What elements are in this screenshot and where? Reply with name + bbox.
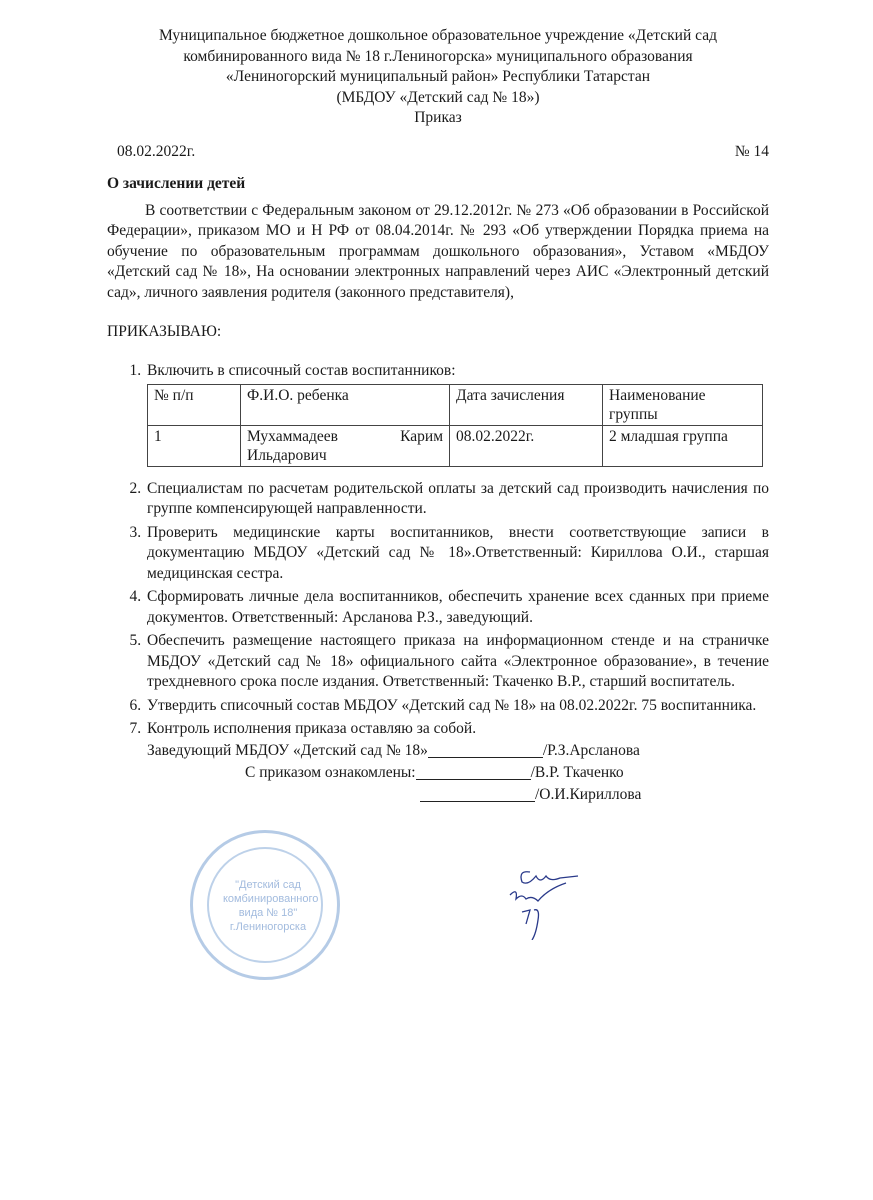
order-item: 3. Проверить медицинские карты воспитанников, внести соответствующие записи в документацию МБДОУ «Детский сад № 18».Ответственный: Кириллова О.И., старшая медицинская сестра. [145,523,769,585]
ack-name: /В.Р. Ткаченко [530,763,624,781]
order-item-text: Включить в списочный состав воспитанников: [147,362,456,379]
signature-line [428,740,543,758]
stamp-text: "Детский сад комбинированного вида № 18" г.Лениногорска [223,879,319,933]
signature-block [147,740,769,806]
ack-name: /О.И.Кириллова [535,785,642,803]
child-name: Мухаммадеев Карим [247,427,443,445]
document-type: Приказ [414,109,462,126]
document-page [107,26,769,809]
order-item: 2. Специалистам по расчетам родительской оплаты за детский сад производить начисления по группе компенсирующей направленности. [145,479,769,520]
child-patronymic: Ильдарович [247,446,327,464]
table-header: Дата зачисления [450,384,603,425]
ack-label: С приказом ознакомлены: [245,763,416,781]
children-table [147,384,763,467]
date-number-row [107,143,769,161]
table-header: № п/п [148,384,241,425]
order-number: № 14 [734,142,769,160]
order-item: 5. Обеспечить размещение настоящего приказа на информационном стенде и на страничке МБДОУ «Детский сад № 18» официального сайта «Электронное образование», в течение трехдневного срока после издания. Ответственный: Ткаченко В.Р., старший воспитатель. [145,631,769,693]
table-cell: 2 младшая группа [603,425,763,466]
handwritten-signatures [500,850,610,940]
head-label: Заведующий МБДОУ «Детский сад № 18» [147,741,428,759]
order-items [107,361,769,806]
table-row [148,425,763,466]
table-header-row [148,384,763,425]
order-word: ПРИКАЗЫВАЮ: [107,323,222,340]
order-item [145,361,769,467]
table-cell: 1 [148,425,241,466]
header-line: «Лениногорский муниципальный район» Республики Татарстан [225,68,651,85]
order-item: 4. Сформировать личные дела воспитанников, обеспечить хранение всех сданных при приеме документов. Ответственный: Арсланова Р.З., заведующий. [145,587,769,628]
order-item-text: 7. Контроль исполнения приказа оставляю за собой. [147,720,477,737]
header-line: (МБДОУ «Детский сад № 18») [336,88,540,106]
order-date: 08.02.2022г. [117,142,196,160]
head-name: /Р.З.Арсланова [542,741,640,759]
header-line: комбинированного вида № 18 г.Лениногорска» муниципального образования [183,47,693,65]
table-header: Ф.И.О. ребенка [241,384,450,425]
official-stamp [190,830,340,980]
order-title: О зачислении детей [107,174,246,192]
signature-line [420,784,535,802]
preamble: В соответствии с Федеральным законом от 29.12.2012г. № 273 «Об образовании в Российской Федерации», приказом МО и Н РФ от 08.04.2014г. № 293 «Об утверждении Порядка приема на обучение по образовательным программам дошкольного образования», Уставом «МБДОУ «Детский сад № 18», На основании электронных направлений через АИС «Электронный детский сад», личного заявления родителя (законного представителя), [107,201,769,301]
header-line: Муниципальное бюджетное дошкольное образовательное учреждение «Детский сад [159,27,717,44]
signature-line [416,762,531,780]
table-cell [241,425,450,466]
table-cell: 08.02.2022г. [450,425,603,466]
document-header [107,26,769,129]
order-item [145,719,769,806]
order-item: 6. Утвердить списочный состав МБДОУ «Детский сад № 18» на 08.02.2022г. 75 воспитанника. [145,696,769,717]
table-header: Наименование группы [603,384,763,425]
